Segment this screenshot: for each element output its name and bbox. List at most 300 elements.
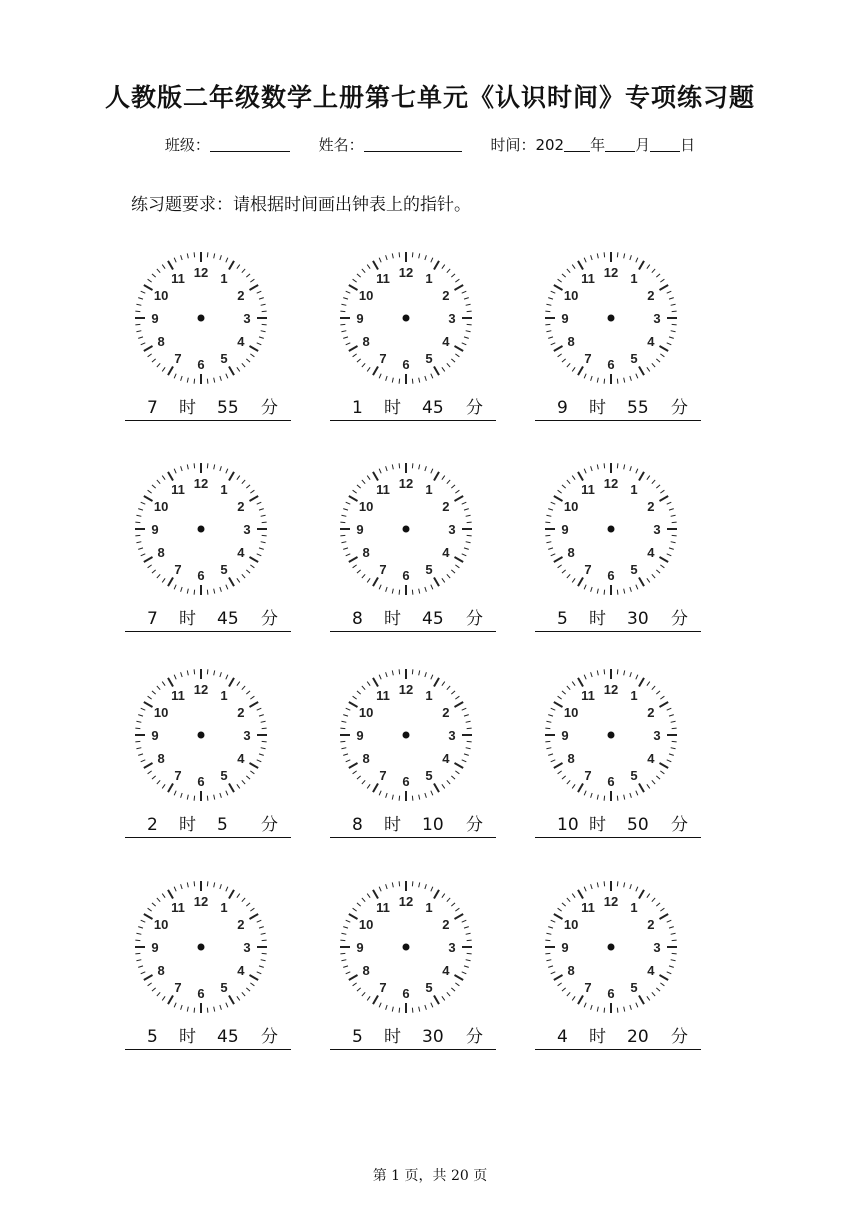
minute-tick [647,578,650,582]
minute-tick [174,887,176,892]
minute-tick [259,927,264,929]
clock-numeral: 10 [563,499,579,514]
minute-tick [343,548,348,550]
hour-tick [659,285,668,290]
minute-tick [617,379,618,384]
minute-tick [187,378,188,383]
minute-tick [262,940,267,941]
minute-tick [187,882,188,887]
minute-tick [447,898,450,902]
clock-numeral: 2 [647,499,655,514]
minute-tick [226,469,228,474]
minute-tick [148,983,152,986]
minute-tick [237,894,240,898]
minute-tick [353,354,357,357]
minute-tick [660,908,664,911]
minute-tick [562,776,566,779]
minute-tick [379,887,381,892]
minute-tick [545,953,550,954]
minute-tick [455,354,459,357]
minute-tick [262,522,267,523]
minute-tick [346,343,351,345]
minute-tick [451,903,455,906]
minute-tick [379,791,381,796]
minute-tick [660,565,664,568]
minute-tick [545,940,550,941]
minute-tick [652,686,655,690]
minute-tick [584,791,586,796]
hour-value: 4 [557,1027,568,1047]
minute-tick [362,780,365,784]
minute-tick [558,354,562,357]
minute-tick [467,535,472,536]
minute-tick [162,578,165,582]
clock-item [125,879,305,1079]
minute-tick [412,252,413,257]
minute-tick [419,464,420,469]
minute-tick [442,996,445,1000]
clock-face[interactable] [133,667,269,803]
minute-tick [174,1003,176,1008]
month-label: 月 [635,136,651,154]
minute-tick [157,363,160,367]
minute-tick [652,574,655,578]
hour-tick [144,346,153,351]
minute-tick [250,908,254,911]
minute-tick [237,682,240,686]
clock-face[interactable] [543,250,679,386]
minute-tick [261,515,266,516]
minute-tick [567,363,570,367]
minute-tick [207,1008,208,1013]
minute-tick [392,464,393,469]
minute-tick [226,675,228,680]
minute-tick [246,988,250,991]
minute-tick [584,374,586,379]
hour-tick [639,577,644,586]
clock-numeral: 5 [425,979,433,995]
minute-tick [447,363,450,367]
minute-tick [138,966,143,968]
minute-tick [152,776,156,779]
clock-face[interactable] [543,667,679,803]
minute-tick [250,354,254,357]
minute-tick [451,691,455,694]
minute-tick [157,780,160,784]
minute-tick [157,574,160,578]
clock-item [330,250,510,450]
minute-tick [669,298,674,300]
minute-tick [226,887,228,892]
minute-tick [551,708,556,710]
minute-tick [548,927,553,929]
hour-tick [249,557,258,562]
hour-tick [578,366,583,375]
minute-tick [672,728,677,729]
minute-tick [237,367,240,371]
minute-tick [647,367,650,371]
hour-tick [434,366,439,375]
minute-tick [624,882,625,887]
minute-tick [419,670,420,675]
hour-tick [434,995,439,1004]
clock-numeral: 6 [402,357,410,372]
minute-tick [551,554,556,556]
minute-tick [194,796,195,801]
minute-tick [545,324,550,325]
clock-numeral: 2 [647,917,655,932]
minute-tick [604,590,605,595]
year-label: 年 [590,136,606,154]
name-label: 姓名： [318,136,364,154]
minute-tick [656,274,660,277]
clock-numeral: 6 [197,357,205,372]
minute-unit: 分 [671,398,688,418]
clock-numeral: 12 [603,682,619,697]
minute-tick [259,715,264,717]
minute-tick [341,933,346,934]
minute-tick [597,253,598,258]
minute-tick [591,672,593,677]
clock-numeral: 7 [584,767,592,783]
minute-tick [135,535,140,536]
minute-tick [431,258,433,263]
minute-tick [214,1007,215,1012]
minute-tick [419,882,420,887]
minute-tick [558,696,562,699]
hour-unit: 时 [384,815,401,835]
minute-tick [353,771,357,774]
minute-tick [340,324,345,325]
clock-numeral: 2 [237,917,245,932]
day-blank[interactable] [650,137,680,152]
minute-tick [214,378,215,383]
clock-numeral: 9 [356,940,364,955]
clock-numeral: 3 [448,311,456,326]
minute-tick [604,463,605,468]
hour-value: 2 [147,815,158,835]
minute-tick [214,670,215,675]
minute-tick [667,554,672,556]
class-field[interactable] [165,134,290,155]
hour-tick [349,914,358,919]
minute-tick [546,304,551,305]
time-answer-line [330,813,496,838]
minute-tick [399,379,400,384]
minute-tick [624,378,625,383]
minute-tick [242,686,245,690]
clock-numeral: 4 [442,963,450,978]
minute-tick [647,996,650,1000]
minute-tick [604,1008,605,1013]
clock-item [330,667,510,867]
hour-value: 5 [352,1027,363,1047]
minute-tick [591,587,593,592]
minute-tick [464,927,469,929]
minute-tick [551,343,556,345]
minute-tick [412,1008,413,1013]
clock-numeral: 12 [193,682,209,697]
minute-tick [562,485,566,488]
minute-tick [545,522,550,523]
minute-unit: 分 [466,815,483,835]
minute-tick [572,578,575,582]
clock-center-dot [403,944,410,951]
hour-tick [578,678,583,687]
clock-numeral: 1 [630,482,638,498]
clock-face[interactable] [133,461,269,597]
minute-tick [136,960,141,961]
name-field[interactable] [319,134,462,155]
minute-tick [636,258,638,263]
minute-tick [425,376,427,381]
clock-numeral: 7 [379,350,387,366]
clock-face[interactable] [338,879,474,1015]
clock-numeral: 8 [157,963,165,978]
minute-tick [220,587,222,592]
hour-tick [659,702,668,707]
hour-unit: 时 [589,815,606,835]
minute-tick [162,476,165,480]
minute-tick [181,587,183,592]
minute-tick [257,502,262,504]
time-answer-line [125,1025,291,1050]
minute-tick [148,354,152,357]
clock-numeral: 11 [376,688,390,704]
minute-tick [194,379,195,384]
minute-tick [340,728,345,729]
clock-numeral: 4 [647,545,655,560]
clock-numeral: 4 [647,751,655,766]
minute-tick [257,972,262,974]
minute-tick [367,682,370,686]
clock-numeral: 9 [561,522,569,537]
clock-numeral: 7 [379,979,387,995]
minute-tick [362,992,365,996]
clock-face[interactable] [133,879,269,1015]
clock-numeral: 1 [630,900,638,916]
clock-face[interactable] [543,461,679,597]
hour-tick [454,285,463,290]
minute-tick [455,771,459,774]
minute-tick [362,574,365,578]
clock-numeral: 3 [653,522,661,537]
minute-tick [220,255,222,260]
clock-numeral: 10 [358,705,374,720]
hour-tick [168,890,173,899]
minute-tick [157,269,160,273]
clock-center-dot [198,944,205,951]
minute-tick [237,476,240,480]
minute-tick [667,291,672,293]
hour-tick [229,678,234,687]
minute-tick [652,992,655,996]
hour-tick [249,975,258,980]
clock-face[interactable] [338,250,474,386]
minute-tick [584,887,586,892]
minute-tick [257,554,262,556]
minute-tick [431,585,433,590]
minute-tick [386,376,388,381]
clock-numeral: 2 [442,499,450,514]
minute-tick [604,796,605,801]
minute-tick [431,791,433,796]
minute-tick [157,898,160,902]
minute-tick [362,480,365,484]
minute-tick [246,776,250,779]
minute-tick [630,672,632,677]
minute-tick [630,793,632,798]
minute-tick [462,502,467,504]
minute-tick [652,780,655,784]
clock-face[interactable] [338,667,474,803]
minute-tick [138,548,143,550]
clock-numeral: 8 [567,963,575,978]
minute-tick [386,1005,388,1010]
clock-numeral: 6 [197,568,205,583]
minute-tick [546,331,551,332]
minute-tick [567,780,570,784]
minute-tick [207,796,208,801]
minute-unit: 分 [466,398,483,418]
date-field[interactable] [490,134,695,155]
hour-unit: 时 [179,609,196,629]
minute-tick [660,279,664,282]
year-blank[interactable] [564,137,590,152]
clock-face[interactable] [543,879,679,1015]
minute-tick [660,983,664,986]
clock-item [535,461,715,661]
hour-unit: 时 [384,1027,401,1047]
hour-tick [373,472,378,481]
minute-tick [591,466,593,471]
minute-tick [226,791,228,796]
minute-tick [259,337,264,339]
minute-tick [357,485,361,488]
minute-tick [157,992,160,996]
minute-tick [194,881,195,886]
minute-tick [672,522,677,523]
minute-value: 30 [627,609,649,629]
minute-tick [367,367,370,371]
hour-tick [229,783,234,792]
hour-tick [454,975,463,980]
minute-tick [250,983,254,986]
minute-tick [207,881,208,886]
month-blank[interactable] [605,137,635,152]
clock-face[interactable] [133,250,269,386]
hour-tick [168,366,173,375]
clock-numeral: 5 [220,767,228,783]
minute-tick [617,881,618,886]
clock-numeral: 5 [425,350,433,366]
minute-tick [141,760,146,762]
clock-numeral: 6 [607,774,615,789]
minute-tick [181,1005,183,1010]
minute-tick [652,269,655,273]
hour-tick [554,702,563,707]
minute-tick [451,988,455,991]
clock-numeral: 2 [237,705,245,720]
minute-tick [669,966,674,968]
clock-face[interactable] [338,461,474,597]
minute-tick [346,760,351,762]
minute-tick [647,894,650,898]
minute-tick [667,708,672,710]
clock-numeral: 5 [630,561,638,577]
clock-numeral: 6 [607,357,615,372]
minute-tick [548,715,553,717]
minute-tick [367,578,370,582]
minute-tick [597,670,598,675]
class-blank[interactable] [210,137,290,152]
clock-numeral: 6 [607,568,615,583]
clock-item [125,250,305,450]
clock-numeral: 11 [581,482,595,498]
minute-tick [152,274,156,277]
minute-tick [462,343,467,345]
clock-numeral: 5 [425,561,433,577]
minute-tick [591,1005,593,1010]
clock-center-dot [198,732,205,739]
minute-tick [181,672,183,677]
minute-tick [558,983,562,986]
hour-unit: 时 [179,398,196,418]
minute-tick [447,480,450,484]
minute-tick [386,884,388,889]
minute-tick [367,784,370,788]
minute-tick [551,760,556,762]
hour-tick [454,346,463,351]
minute-tick [548,754,553,756]
minute-tick [660,696,664,699]
clock-numeral: 4 [647,963,655,978]
minute-tick [220,884,222,889]
minute-tick [136,721,141,722]
minute-tick [138,754,143,756]
minute-tick [464,548,469,550]
minute-tick [135,324,140,325]
hour-tick [554,975,563,980]
minute-tick [462,708,467,710]
hour-tick [434,472,439,481]
minute-tick [451,359,455,362]
minute-tick [392,589,393,594]
minute-tick [591,884,593,889]
minute-tick [617,796,618,801]
hour-tick [659,763,668,768]
minute-tick [261,960,266,961]
clock-numeral: 10 [563,705,579,720]
clock-numeral: 2 [237,499,245,514]
minute-tick [261,748,266,749]
minute-tick [135,953,140,954]
minute-tick [362,898,365,902]
minute-tick [174,585,176,590]
minute-tick [341,542,346,543]
minute-tick [262,324,267,325]
name-blank[interactable] [364,137,462,152]
hour-tick [249,346,258,351]
minute-tick [148,908,152,911]
minute-tick [636,887,638,892]
minute-tick [353,696,357,699]
clock-numeral: 7 [174,561,182,577]
hour-tick [434,577,439,586]
minute-tick [562,691,566,694]
minute-tick [250,490,254,493]
hour-unit: 时 [384,609,401,629]
